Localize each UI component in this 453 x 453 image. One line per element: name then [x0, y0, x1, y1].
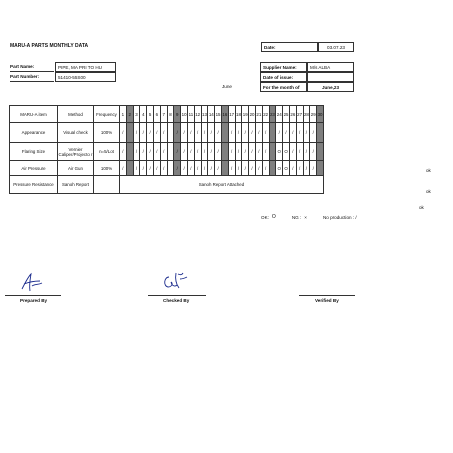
part-number-underline: [10, 81, 54, 82]
day-header: 24: [276, 106, 283, 123]
day-mark: /: [255, 143, 262, 161]
day-mark: /: [310, 123, 317, 143]
column-header: Frequency: [94, 106, 120, 123]
day-mark: /: [228, 123, 235, 143]
day-mark: /: [289, 143, 296, 161]
day-mark: /: [194, 143, 201, 161]
monthly-data-table: [9, 105, 324, 194]
day-header: 15: [215, 106, 222, 123]
checked-by-label: Checked By: [163, 298, 190, 303]
day-header: 18: [235, 106, 242, 123]
day-mark: /: [174, 161, 181, 176]
legend-ok-label: OK:: [261, 214, 269, 220]
day-mark: /: [187, 143, 194, 161]
day-header: 17: [228, 106, 235, 123]
day-header: 5: [147, 106, 154, 123]
day-mark: /: [215, 123, 222, 143]
day-header: 16: [221, 106, 228, 123]
day-mark: /: [201, 123, 208, 143]
table-row: [10, 176, 324, 194]
day-mark: /: [160, 143, 167, 161]
date-of-issue-value: [307, 72, 354, 82]
day-mark: /: [255, 123, 262, 143]
side-mark-ok: ok: [426, 189, 431, 194]
table-row: [10, 143, 324, 161]
supplier-name-value: M/s ALBA: [307, 62, 354, 72]
day-header: 12: [194, 106, 201, 123]
day-mark: /: [187, 161, 194, 176]
month-side-text: June: [222, 84, 232, 89]
day-header: 22: [262, 106, 269, 123]
verified-by-label: Verified By: [315, 298, 339, 303]
date-value: 03.07.23: [318, 42, 354, 52]
day-mark: /: [255, 161, 262, 176]
row-item: Pressure Resistance: [10, 176, 58, 194]
day-header: 19: [242, 106, 249, 123]
day-header: 20: [249, 106, 256, 123]
day-mark: /: [235, 161, 242, 176]
day-mark: /: [147, 161, 154, 176]
day-mark: /: [283, 123, 290, 143]
row-method: Vernier Caliper/Projecto r: [58, 143, 94, 161]
day-mark: /: [228, 161, 235, 176]
day-mark: /: [242, 123, 249, 143]
day-mark: /: [208, 143, 215, 161]
part-number-label: Part Number:: [10, 74, 40, 79]
form-title: MARU-A PARTS MONTHLY DATA: [10, 43, 89, 49]
day-mark: [317, 143, 324, 161]
checked-signature: [160, 269, 190, 293]
day-mark: /: [133, 143, 140, 161]
row-frequency: [94, 176, 120, 194]
day-mark: [221, 161, 228, 176]
legend: [261, 214, 357, 220]
table-row: [10, 123, 324, 143]
day-mark: O: [283, 143, 290, 161]
day-mark: /: [215, 161, 222, 176]
day-mark: [167, 143, 174, 161]
side-mark-ok: ok: [419, 205, 424, 210]
column-header: Method: [58, 106, 94, 123]
day-header: 30: [317, 106, 324, 123]
day-mark: /: [160, 123, 167, 143]
day-mark: /: [242, 143, 249, 161]
day-mark: /: [310, 143, 317, 161]
day-mark: [221, 123, 228, 143]
supplier-name-label: Supplier Name:: [260, 62, 307, 72]
day-mark: [126, 161, 133, 176]
day-mark: [317, 123, 324, 143]
day-mark: /: [120, 143, 127, 161]
row-item: Appearance: [10, 123, 58, 143]
day-mark: /: [235, 143, 242, 161]
day-mark: /: [303, 123, 310, 143]
day-mark: /: [249, 143, 256, 161]
day-mark: /: [276, 123, 283, 143]
day-header: 29: [310, 106, 317, 123]
day-header: 28: [303, 106, 310, 123]
checked-line: [148, 295, 206, 296]
row-frequency: 100%: [94, 161, 120, 176]
date-of-issue-label: Date of issue:: [260, 72, 307, 82]
row-item: Air Pressure: [10, 161, 58, 176]
table-header-row: [10, 106, 324, 123]
day-header: 3: [133, 106, 140, 123]
day-mark: O: [283, 161, 290, 176]
part-name-label: Part Name:: [10, 64, 35, 69]
day-header: 14: [208, 106, 215, 123]
day-mark: /: [194, 161, 201, 176]
day-mark: /: [187, 123, 194, 143]
legend-ng-label: NG :: [291, 214, 302, 220]
day-mark: [167, 161, 174, 176]
day-mark: /: [181, 143, 188, 161]
day-mark: /: [153, 143, 160, 161]
day-mark: /: [303, 143, 310, 161]
day-header: 27: [296, 106, 303, 123]
column-header: MARU-A item: [10, 106, 58, 123]
legend-ng-symbol: ×: [304, 214, 307, 220]
day-mark: /: [242, 161, 249, 176]
day-mark: /: [262, 123, 269, 143]
day-mark: /: [289, 161, 296, 176]
day-mark: [126, 143, 133, 161]
day-header: 23: [269, 106, 276, 123]
day-mark: /: [140, 143, 147, 161]
date-label: Date:: [261, 42, 318, 52]
day-mark: /: [201, 161, 208, 176]
day-mark: /: [147, 143, 154, 161]
day-mark: /: [303, 161, 310, 176]
day-mark: /: [249, 123, 256, 143]
verified-line: [299, 295, 355, 296]
day-header: 4: [140, 106, 147, 123]
day-header: 26: [289, 106, 296, 123]
day-header: 6: [153, 106, 160, 123]
table-row: [10, 161, 324, 176]
day-mark: [269, 123, 276, 143]
row-method: Sanoh Report: [58, 176, 94, 194]
day-mark: /: [133, 123, 140, 143]
day-mark: /: [174, 143, 181, 161]
day-mark: /: [296, 143, 303, 161]
prepared-by-label: Prepared By: [20, 298, 48, 303]
day-header: 9: [174, 106, 181, 123]
day-header: 21: [255, 106, 262, 123]
day-mark: /: [153, 123, 160, 143]
day-header: 7: [160, 106, 167, 123]
part-name-value: PIPE, MA PRI TO HU: [55, 62, 116, 72]
day-header: 2: [126, 106, 133, 123]
day-mark: /: [228, 143, 235, 161]
day-mark: /: [181, 161, 188, 176]
day-mark: /: [208, 123, 215, 143]
day-mark: /: [249, 161, 256, 176]
day-mark: O: [276, 161, 283, 176]
day-mark: /: [120, 123, 127, 143]
day-mark: /: [310, 161, 317, 176]
row-method: Air Gun: [58, 161, 94, 176]
day-header: 13: [201, 106, 208, 123]
day-mark: /: [262, 161, 269, 176]
day-mark: [317, 161, 324, 176]
day-mark: /: [133, 161, 140, 176]
part-number-value: 51410-55S00: [55, 72, 116, 82]
side-mark-ok: ok: [426, 168, 431, 173]
month-label: For the month of: [260, 82, 307, 92]
day-mark: /: [235, 123, 242, 143]
legend-ok-symbol: O: [271, 214, 276, 220]
day-mark: [221, 143, 228, 161]
day-mark: O: [276, 143, 283, 161]
day-header: 11: [187, 106, 194, 123]
day-mark: [126, 123, 133, 143]
merged-result-cell: Sanoh Report Attached: [120, 176, 324, 194]
row-item: Flaring Size: [10, 143, 58, 161]
day-header: 25: [283, 106, 290, 123]
day-mark: /: [289, 123, 296, 143]
month-value: June,23: [307, 82, 354, 92]
prepared-signature: [18, 272, 48, 294]
day-mark: /: [194, 123, 201, 143]
day-mark: /: [201, 143, 208, 161]
day-mark: /: [140, 123, 147, 143]
day-mark: [269, 161, 276, 176]
day-header: 10: [181, 106, 188, 123]
day-mark: /: [181, 123, 188, 143]
prepared-line: [5, 295, 61, 296]
day-mark: /: [208, 161, 215, 176]
day-mark: [269, 143, 276, 161]
row-method: Visual check: [58, 123, 94, 143]
day-mark: /: [296, 161, 303, 176]
day-mark: /: [215, 143, 222, 161]
day-mark: /: [147, 123, 154, 143]
day-mark: /: [140, 161, 147, 176]
day-mark: /: [296, 123, 303, 143]
day-header: 1: [120, 106, 127, 123]
row-frequency: n=5/Lot: [94, 143, 120, 161]
row-frequency: 100%: [94, 123, 120, 143]
legend-no-production: No production : /: [322, 214, 357, 220]
day-mark: [167, 123, 174, 143]
day-mark: /: [262, 143, 269, 161]
day-mark: /: [120, 161, 127, 176]
day-mark: /: [153, 161, 160, 176]
part-name-underline: [10, 71, 54, 72]
day-header: 8: [167, 106, 174, 123]
day-mark: /: [174, 123, 181, 143]
day-mark: /: [160, 161, 167, 176]
